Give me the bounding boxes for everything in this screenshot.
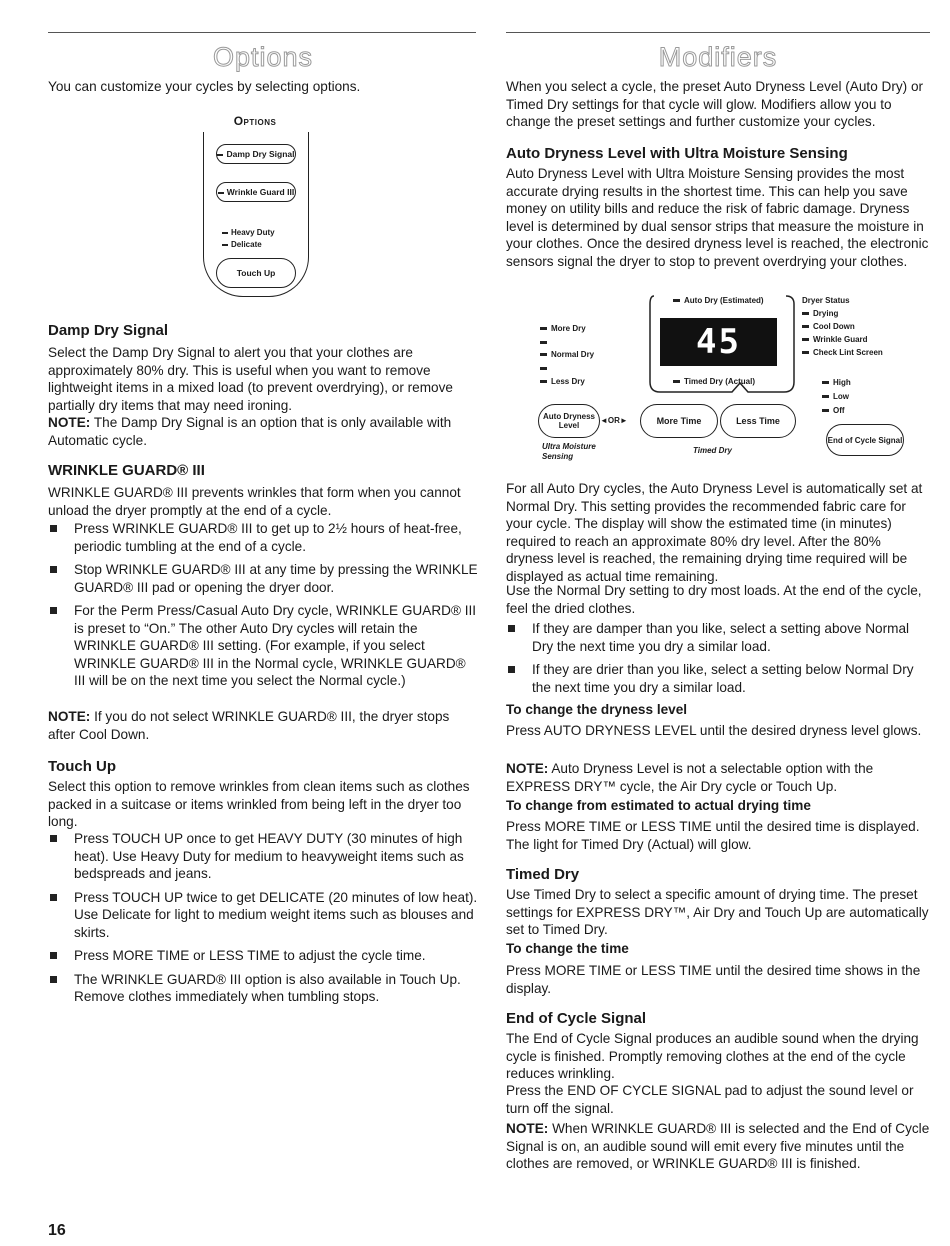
list-item: Press MORE TIME or LESS TIME to adjust the cycle time.	[48, 947, 478, 965]
indicator-light-icon	[822, 409, 829, 412]
less-dry-indicator: Less Dry	[540, 377, 585, 387]
options-panel	[203, 132, 309, 297]
heavy-duty-indicator: Heavy Duty	[222, 228, 275, 238]
indicator-light-icon	[218, 192, 224, 195]
end-of-cycle-adjust: Press the END OF CYCLE SIGNAL pad to adjust the sound level or turn off the signal.	[506, 1083, 914, 1116]
timed-dry-body: Use Timed Dry to select a specific amount of drying time. The preset settings for EXPRESS DRY™, Air Dry and Touch Up are automatically set to Timed Dry.	[506, 887, 929, 937]
list-item: Stop WRINKLE GUARD® III at any time by pressing the WRINKLE GUARD® III pad or opening the dryer door.	[48, 561, 478, 596]
auto-dryness-heading: Auto Dryness Level with Ultra Moisture Sensing	[506, 145, 848, 162]
signal-low: Low	[822, 392, 849, 402]
wrinkle-guard-note: NOTE: If you do not select WRINKLE GUARD® III, the dryer stops after Cool Down.	[48, 709, 450, 742]
indicator-light-icon	[673, 299, 680, 302]
options-column	[48, 0, 478, 1246]
delicate-indicator: Delicate	[222, 240, 262, 250]
options-intro: You can customize your cycles by selecting options.	[48, 79, 361, 94]
end-of-cycle-note: NOTE: When WRINKLE GUARD® III is selected and the End of Cycle Signal is on, an audible sound will emit every five minutes until the clothes are removed, or WRINKLE GUARD® III is finished.	[506, 1121, 930, 1171]
touch-up-body: Select this option to remove wrinkles from clean items such as clothes packed in a suitcase or items wrinkled from being left in the dryer too long.	[48, 779, 470, 829]
end-of-cycle-body: The End of Cycle Signal produces an audible sound when the drying cycle is finished. Promptly removing clothes at the end of the cycle reduces wrinkling.	[506, 1031, 919, 1081]
wrinkle-guard-list	[48, 520, 478, 696]
timed-dry-label: Timed Dry	[693, 446, 732, 455]
dryer-status-title: Dryer Status	[802, 296, 850, 305]
indicator-light-icon	[673, 380, 680, 383]
options-panel-label: Options	[233, 114, 277, 128]
indicator-light-icon	[222, 232, 228, 235]
list-item: If they are damper than you like, select a setting above Normal Dry the next time you dry a similar load.	[506, 620, 930, 655]
wrinkle-guard-body: WRINKLE GUARD® III prevents wrinkles that form when you cannot unload the dryer promptly at the end of a cycle.	[48, 485, 461, 518]
normal-dry-indicator: Normal Dry	[540, 350, 594, 360]
signal-off: Off	[822, 406, 845, 416]
status-cool-down: Cool Down	[802, 322, 855, 332]
list-item: Press TOUCH UP twice to get DELICATE (20 minutes of low heat). Use Delicate for light to medium weight items such as blouses and skirts.	[48, 889, 478, 942]
status-drying: Drying	[802, 309, 838, 319]
page-number: 16	[48, 1222, 66, 1239]
change-estimated-heading: To change from estimated to actual drying time	[506, 798, 811, 813]
indicator-light-icon	[822, 381, 829, 384]
indicator-light-icon	[802, 312, 809, 315]
change-estimated-body: Press MORE TIME or LESS TIME until the desired time is displayed. The light for Timed Dry (Actual) will glow.	[506, 819, 920, 852]
indicator-light-icon	[822, 395, 829, 398]
change-dryness-heading: To change the dryness level	[506, 702, 688, 717]
auto-dryness-body: Auto Dryness Level with Ultra Moisture Sensing provides the most accurate drying results in the shortest time. This can help you save money on utility bills and reduce the risk of fabric damage. Dryness level is determined by dual sensor strips that measure the moisture in your clothes. Once the desired dryness level is reached, the electronic sensors signal the dryer to stop to prevent overdrying your clothes.	[506, 166, 929, 269]
damp-dry-signal-button[interactable]: Damp Dry Signal	[216, 144, 296, 164]
options-title: Options	[212, 42, 314, 72]
timed-dry-heading: Timed Dry	[506, 866, 580, 883]
auto-dry-description: For all Auto Dry cycles, the Auto Dryness Level is automatically set at Normal Dry. This setting provides the recommended fabric care for your cycle. The display will show the estimated time (in minutes) required to reach an approximate 80% dry level. After the 80% dryness level is reached, the remaining drying time required will be displayed as actual time remaining.	[506, 481, 923, 584]
status-wrinkle-guard: Wrinkle Guard	[802, 335, 868, 345]
more-dry-indicator: More Dry	[540, 324, 586, 334]
indicator-light-icon	[540, 380, 547, 383]
list-item: For the Perm Press/Casual Auto Dry cycle, WRINKLE GUARD® III is preset to “On.” The other Auto Dry cycles will retain the WRINKLE GUARD® III setting. (For example, if you select WRINKLE GUARD® III in the Normal cycle, WRINKLE GUARD® III will be on the next time you select the Normal cycle.)	[48, 602, 478, 690]
indicator-light-icon	[222, 244, 228, 247]
ultra-moisture-sensing-label: Ultra Moisture Sensing	[542, 442, 596, 461]
signal-high: High	[822, 378, 851, 388]
damp-dry-heading: Damp Dry Signal	[48, 322, 169, 339]
indicator-light-icon	[802, 351, 809, 354]
damp-dry-note: NOTE: The Damp Dry Signal is an option that is only available with Automatic cycle.	[48, 415, 452, 448]
less-time-button[interactable]: Less Time	[720, 404, 796, 438]
touch-up-list	[48, 830, 478, 1012]
indicator-light-icon	[217, 154, 223, 157]
timed-dry-actual-indicator: Timed Dry (Actual)	[673, 377, 755, 387]
more-time-button[interactable]: More Time	[640, 404, 718, 438]
damp-dry-body: Select the Damp Dry Signal to alert you that your clothes are approximately 80% dry. This is useful when you want to remove lightweight items in a mixed load (to prevent overdrying), or remove partially dry items that may need ironing.	[48, 345, 453, 413]
time-display: 45	[660, 318, 777, 366]
list-item: Press TOUCH UP once to get HEAVY DUTY (30 minutes of high heat). Use Heavy Duty for medium to heavyweight items such as bedspreads and jeans.	[48, 830, 478, 883]
change-time-body: Press MORE TIME or LESS TIME until the desired time shows in the display.	[506, 963, 921, 996]
wrinkle-guard-heading: WRINKLE GUARD® III	[48, 462, 205, 479]
change-dryness-body: Press AUTO DRYNESS LEVEL until the desired dryness level glows.	[506, 723, 922, 738]
list-item: If they are drier than you like, select a setting below Normal Dry the next time you dry a similar load.	[506, 661, 930, 696]
normal-dry-advice: Use the Normal Dry setting to dry most loads. At the end of the cycle, feel the dried clothes.	[506, 583, 922, 616]
indicator-light-icon	[540, 327, 547, 330]
modifiers-title: Modifiers	[658, 42, 778, 72]
touch-up-button[interactable]: Touch Up	[216, 258, 296, 288]
indicator-light-icon	[540, 364, 551, 374]
modifiers-intro: When you select a cycle, the preset Auto Dryness Level (Auto Dry) or Timed Dry settings for that cycle will glow. Modifiers allow you to change the preset settings and further customize your cycles.	[506, 79, 924, 129]
auto-dry-estimated-indicator: Auto Dry (Estimated)	[673, 296, 764, 306]
or-arrows-label: ◄OR►	[600, 416, 628, 425]
list-item: Press WRINKLE GUARD® III to get up to 2½ hours of heat-free, periodic tumbling at the end of a cycle.	[48, 520, 478, 555]
list-item: The WRINKLE GUARD® III option is also available in Touch Up. Remove clothes immediately when tumbling stops.	[48, 971, 478, 1006]
change-time-heading: To change the time	[506, 941, 629, 956]
touch-up-heading: Touch Up	[48, 758, 117, 775]
indicator-light-icon	[802, 325, 809, 328]
change-dryness-note: NOTE: Auto Dryness Level is not a selectable option with the EXPRESS DRY™ cycle, the Air Dry cycle or Touch Up.	[506, 761, 874, 794]
indicator-light-icon	[802, 338, 809, 341]
end-of-cycle-signal-button[interactable]: End of Cycle Signal	[826, 424, 904, 456]
wrinkle-guard-button[interactable]: Wrinkle Guard III	[216, 182, 296, 202]
auto-dryness-level-button[interactable]: Auto Dryness Level	[538, 404, 600, 438]
modifiers-column	[506, 0, 930, 1246]
status-check-lint-screen: Check Lint Screen	[802, 348, 883, 358]
indicator-light-icon	[540, 338, 551, 348]
end-of-cycle-heading: End of Cycle Signal	[506, 1010, 647, 1027]
indicator-light-icon	[540, 353, 547, 356]
